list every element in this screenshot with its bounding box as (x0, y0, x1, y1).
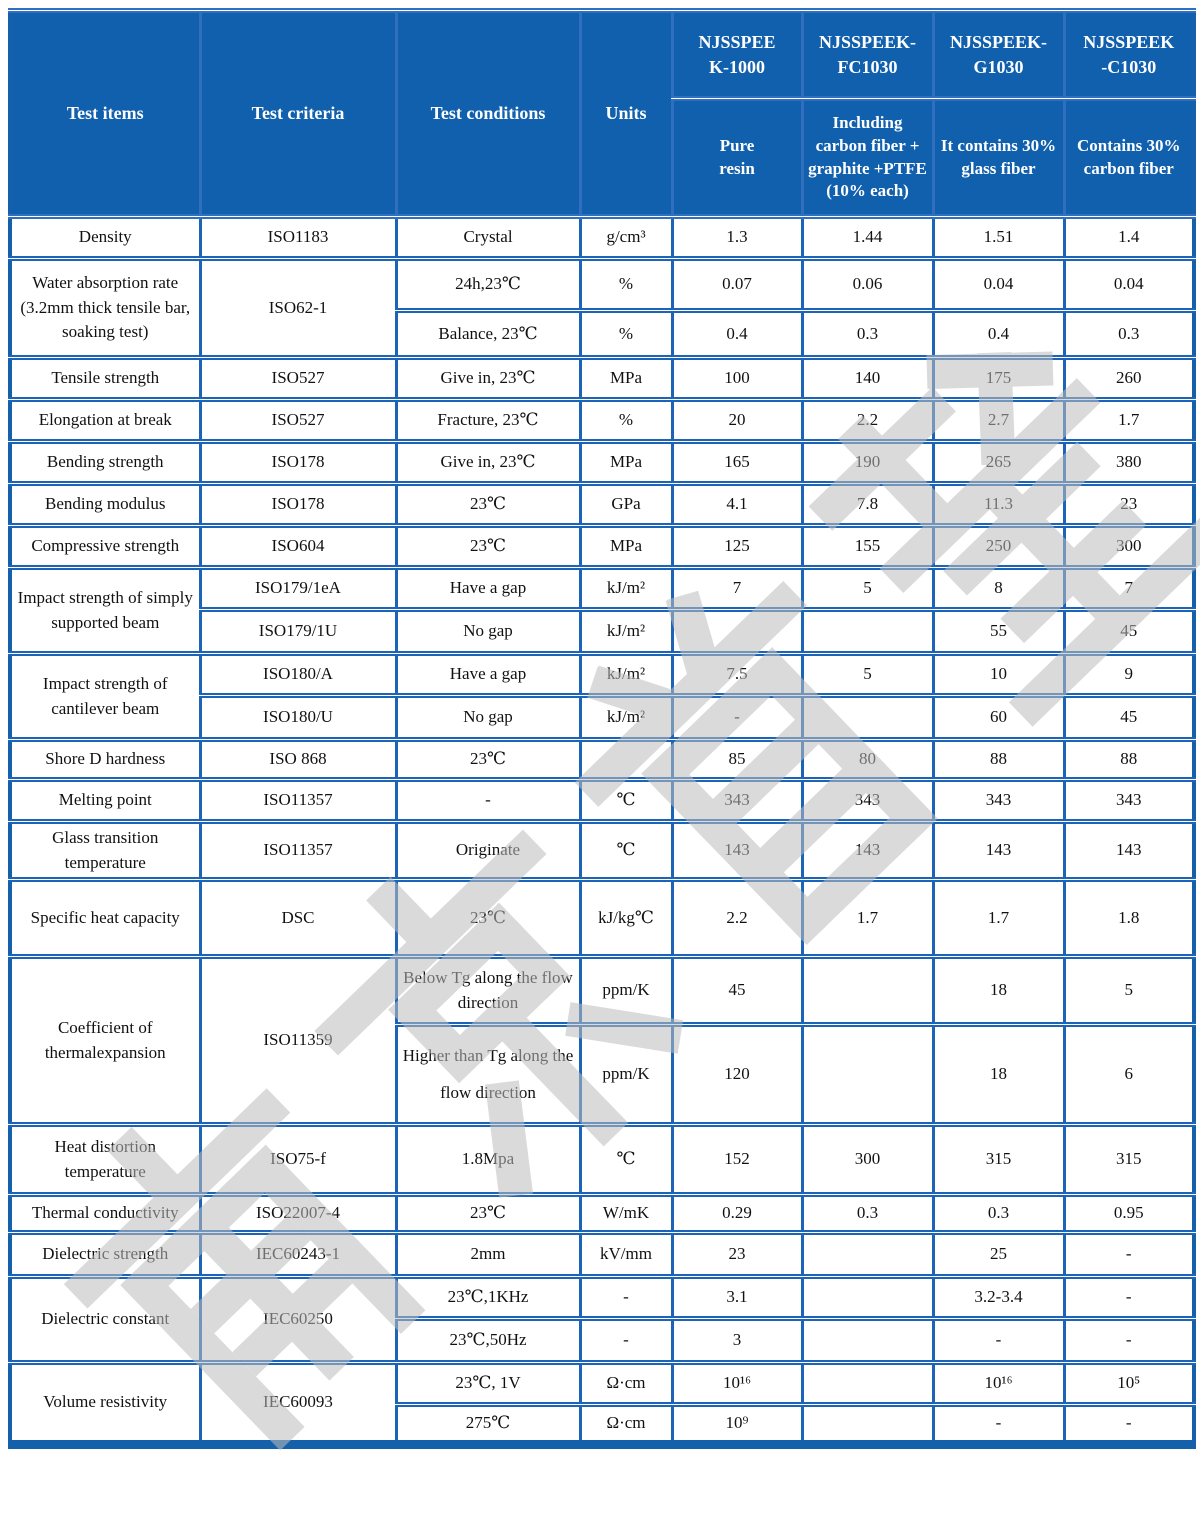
value-cell: 25 (933, 1233, 1064, 1277)
value-cell: 0.3 (802, 1195, 933, 1233)
value-cell: - (1064, 1277, 1194, 1319)
value-cell: 9 (1064, 654, 1194, 696)
condition-cell: 24h,23℃ (396, 259, 580, 311)
product-desc-g1030: It contains 30% glass fiber (933, 99, 1064, 217)
value-cell: 343 (933, 780, 1064, 822)
value-cell: 23 (672, 1233, 802, 1277)
value-cell: 3.1 (672, 1277, 802, 1319)
table-row (10, 654, 1194, 696)
unit-cell: MPa (580, 442, 672, 484)
datasheet (8, 8, 1192, 1449)
value-cell: - (933, 1319, 1064, 1363)
criteria-cell: ISO11357 (200, 822, 396, 880)
value-cell: 343 (672, 780, 802, 822)
column-header-test-conditions: Test conditions (396, 11, 580, 217)
condition-cell: 23℃,50Hz (396, 1319, 580, 1363)
condition-cell: Originate (396, 822, 580, 880)
condition-cell: 1.8Mpa (396, 1125, 580, 1195)
value-cell: 6 (1064, 1025, 1194, 1125)
properties-table (8, 8, 1196, 1449)
value-cell: 0.06 (802, 259, 933, 311)
product-name-njsspeek-c1030: NJSSPEEK -C1030 (1064, 11, 1194, 99)
unit-cell: GPa (580, 484, 672, 526)
condition-cell: 23℃ (396, 1195, 580, 1233)
item-cell: Impact strength of cantilever beam (10, 654, 200, 740)
item-cell: Volume resistivity (10, 1363, 200, 1445)
criteria-cell: ISO62-1 (200, 259, 396, 358)
value-cell: 45 (672, 957, 802, 1025)
table-row (10, 568, 1194, 610)
value-cell: 3.2-3.4 (933, 1277, 1064, 1319)
value-cell: 0.29 (672, 1195, 802, 1233)
value-cell: 343 (802, 780, 933, 822)
value-cell: 2.2 (672, 880, 802, 957)
condition-cell: 23℃ (396, 740, 580, 780)
product-name-njsspeek-1000: NJSSPEE K-1000 (672, 11, 802, 99)
condition-cell: Give in, 23℃ (396, 442, 580, 484)
unit-cell: % (580, 400, 672, 442)
table-row (10, 822, 1194, 880)
value-cell: 10⁹ (672, 1405, 802, 1445)
criteria-cell: ISO22007-4 (200, 1195, 396, 1233)
criteria-cell: ISO604 (200, 526, 396, 568)
criteria-cell: IEC60243-1 (200, 1233, 396, 1277)
value-cell: 260 (1064, 358, 1194, 400)
unit-cell: MPa (580, 526, 672, 568)
unit-cell: g/cm³ (580, 217, 672, 259)
criteria-cell: DSC (200, 880, 396, 957)
item-cell: Heat distortion temperature (10, 1125, 200, 1195)
value-cell: 120 (672, 1025, 802, 1125)
criteria-cell: ISO527 (200, 358, 396, 400)
condition-cell: 23℃, 1V (396, 1363, 580, 1405)
table-row (10, 880, 1194, 957)
value-cell (672, 610, 802, 654)
unit-cell: kJ/kg℃ (580, 880, 672, 957)
value-cell: 175 (933, 358, 1064, 400)
unit-cell: kV/mm (580, 1233, 672, 1277)
product-name-njsspeek-fc1030: NJSSPEEK- FC1030 (802, 11, 933, 99)
value-cell: 1.8 (1064, 880, 1194, 957)
value-cell: 155 (802, 526, 933, 568)
condition-cell: Below Tg along the flow direction (396, 957, 580, 1025)
value-cell (802, 1319, 933, 1363)
value-cell: 88 (1064, 740, 1194, 780)
value-cell: 0.95 (1064, 1195, 1194, 1233)
value-cell (802, 696, 933, 740)
value-cell: 7.8 (802, 484, 933, 526)
condition-cell: Crystal (396, 217, 580, 259)
criteria-cell: ISO75-f (200, 1125, 396, 1195)
item-cell: Glass transition temperature (10, 822, 200, 880)
condition-cell: 23℃ (396, 484, 580, 526)
condition-cell: Balance, 23℃ (396, 311, 580, 358)
value-cell: 1.4 (1064, 217, 1194, 259)
product-desc-c1030: Contains 30% carbon fiber (1064, 99, 1194, 217)
value-cell: 18 (933, 957, 1064, 1025)
value-cell: 0.04 (933, 259, 1064, 311)
item-cell: Elongation at break (10, 400, 200, 442)
value-cell: 10 (933, 654, 1064, 696)
value-cell: 5 (802, 568, 933, 610)
item-cell: Bending modulus (10, 484, 200, 526)
value-cell: 0.3 (802, 311, 933, 358)
condition-cell: No gap (396, 610, 580, 654)
item-cell: Specific heat capacity (10, 880, 200, 957)
value-cell: 1.7 (933, 880, 1064, 957)
value-cell: 0.07 (672, 259, 802, 311)
unit-cell: ℃ (580, 822, 672, 880)
item-cell: Impact strength of simply supported beam (10, 568, 200, 654)
value-cell: 2.2 (802, 400, 933, 442)
value-cell: 300 (802, 1125, 933, 1195)
table-row (10, 400, 1194, 442)
value-cell: 3 (672, 1319, 802, 1363)
unit-cell: MPa (580, 358, 672, 400)
table-row (10, 484, 1194, 526)
column-header-units: Units (580, 11, 672, 217)
condition-cell: - (396, 780, 580, 822)
value-cell (802, 1363, 933, 1405)
value-cell: - (672, 696, 802, 740)
value-cell: - (1064, 1405, 1194, 1445)
value-cell: 5 (802, 654, 933, 696)
value-cell (802, 610, 933, 654)
criteria-cell: ISO179/1U (200, 610, 396, 654)
value-cell: 315 (1064, 1125, 1194, 1195)
value-cell: 300 (1064, 526, 1194, 568)
unit-cell: kJ/m² (580, 610, 672, 654)
value-cell (802, 1277, 933, 1319)
table-row (10, 740, 1194, 780)
value-cell: 165 (672, 442, 802, 484)
unit-cell: % (580, 311, 672, 358)
value-cell: 7 (672, 568, 802, 610)
condition-cell: 275℃ (396, 1405, 580, 1445)
value-cell: 100 (672, 358, 802, 400)
unit-cell: Ω·cm (580, 1405, 672, 1445)
value-cell: 2.7 (933, 400, 1064, 442)
value-cell: 80 (802, 740, 933, 780)
value-cell: 7.5 (672, 654, 802, 696)
value-cell: 10⁵ (1064, 1363, 1194, 1405)
value-cell: 45 (1064, 696, 1194, 740)
value-cell: 143 (672, 822, 802, 880)
value-cell: 0.4 (933, 311, 1064, 358)
unit-cell: W/mK (580, 1195, 672, 1233)
value-cell: 23 (1064, 484, 1194, 526)
criteria-cell: ISO 868 (200, 740, 396, 780)
condition-cell: Have a gap (396, 568, 580, 610)
condition-cell: 23℃ (396, 880, 580, 957)
value-cell: 0.3 (1064, 311, 1194, 358)
item-cell: Compressive strength (10, 526, 200, 568)
unit-cell: ppm/K (580, 957, 672, 1025)
value-cell: 85 (672, 740, 802, 780)
value-cell: 1.44 (802, 217, 933, 259)
unit-cell: ppm/K (580, 1025, 672, 1125)
value-cell: - (933, 1405, 1064, 1445)
value-cell: 20 (672, 400, 802, 442)
value-cell: 265 (933, 442, 1064, 484)
value-cell: 18 (933, 1025, 1064, 1125)
value-cell (802, 957, 933, 1025)
item-cell: Water absorption rate (3.2mm thick tensile bar, soaking test) (10, 259, 200, 358)
item-cell: Thermal conductivity (10, 1195, 200, 1233)
condition-cell: Fracture, 23℃ (396, 400, 580, 442)
condition-cell: Higher than Tg along the flow direction (396, 1025, 580, 1125)
product-name-njsspeek-g1030: NJSSPEEK- G1030 (933, 11, 1064, 99)
value-cell: 0.3 (933, 1195, 1064, 1233)
value-cell: 45 (1064, 610, 1194, 654)
value-cell: 143 (1064, 822, 1194, 880)
value-cell: 1.7 (1064, 400, 1194, 442)
table-row (10, 1233, 1194, 1277)
value-cell: 8 (933, 568, 1064, 610)
header-row-product-names (10, 11, 1194, 99)
criteria-cell: IEC60250 (200, 1277, 396, 1363)
value-cell: 11.3 (933, 484, 1064, 526)
item-cell: Bending strength (10, 442, 200, 484)
condition-cell: Give in, 23℃ (396, 358, 580, 400)
criteria-cell: ISO178 (200, 484, 396, 526)
value-cell: - (1064, 1319, 1194, 1363)
value-cell: 250 (933, 526, 1064, 568)
value-cell: 125 (672, 526, 802, 568)
condition-cell: 23℃ (396, 526, 580, 568)
value-cell: 343 (1064, 780, 1194, 822)
condition-cell: 23℃,1KHz (396, 1277, 580, 1319)
unit-cell (580, 740, 672, 780)
criteria-cell: ISO180/A (200, 654, 396, 696)
condition-cell: Have a gap (396, 654, 580, 696)
condition-cell: 2mm (396, 1233, 580, 1277)
value-cell (802, 1233, 933, 1277)
table-row (10, 957, 1194, 1025)
criteria-cell: ISO178 (200, 442, 396, 484)
column-header-test-criteria: Test criteria (200, 11, 396, 217)
table-row (10, 1195, 1194, 1233)
table-row (10, 780, 1194, 822)
value-cell: 88 (933, 740, 1064, 780)
table-row (10, 358, 1194, 400)
unit-cell: - (580, 1319, 672, 1363)
value-cell: 55 (933, 610, 1064, 654)
value-cell: 5 (1064, 957, 1194, 1025)
unit-cell: Ω·cm (580, 1363, 672, 1405)
value-cell: 10¹⁶ (933, 1363, 1064, 1405)
unit-cell: kJ/m² (580, 568, 672, 610)
table-body (10, 217, 1194, 1445)
table-row (10, 259, 1194, 311)
value-cell: 4.1 (672, 484, 802, 526)
unit-cell: % (580, 259, 672, 311)
criteria-cell: ISO527 (200, 400, 396, 442)
item-cell: Tensile strength (10, 358, 200, 400)
value-cell: 380 (1064, 442, 1194, 484)
value-cell (802, 1405, 933, 1445)
unit-cell: - (580, 1277, 672, 1319)
criteria-cell: ISO11357 (200, 780, 396, 822)
item-cell: Dielectric strength (10, 1233, 200, 1277)
item-cell: Dielectric constant (10, 1277, 200, 1363)
value-cell: 60 (933, 696, 1064, 740)
value-cell: 152 (672, 1125, 802, 1195)
value-cell: 0.04 (1064, 259, 1194, 311)
table-header (10, 11, 1194, 217)
value-cell: 1.51 (933, 217, 1064, 259)
product-desc-fc1030: Including carbon fiber + graphite +PTFE (10% each) (802, 99, 933, 217)
value-cell: 0.4 (672, 311, 802, 358)
column-header-test-items: Test items (10, 11, 200, 217)
value-cell: 10¹⁶ (672, 1363, 802, 1405)
value-cell: 1.7 (802, 880, 933, 957)
item-cell: Coefficient of thermalexpansion (10, 957, 200, 1125)
condition-cell: No gap (396, 696, 580, 740)
table-row (10, 442, 1194, 484)
criteria-cell: ISO11359 (200, 957, 396, 1125)
value-cell: 143 (933, 822, 1064, 880)
value-cell: 7 (1064, 568, 1194, 610)
value-cell: 190 (802, 442, 933, 484)
unit-cell: ℃ (580, 780, 672, 822)
item-cell: Density (10, 217, 200, 259)
unit-cell: ℃ (580, 1125, 672, 1195)
product-desc-pure-resin: Pure resin (672, 99, 802, 217)
item-cell: Melting point (10, 780, 200, 822)
table-row (10, 526, 1194, 568)
criteria-cell: ISO1183 (200, 217, 396, 259)
value-cell (802, 1025, 933, 1125)
criteria-cell: ISO179/1eA (200, 568, 396, 610)
value-cell: 1.3 (672, 217, 802, 259)
item-cell: Shore D hardness (10, 740, 200, 780)
table-row (10, 1125, 1194, 1195)
table-row (10, 1277, 1194, 1319)
value-cell: 315 (933, 1125, 1064, 1195)
value-cell: 140 (802, 358, 933, 400)
criteria-cell: ISO180/U (200, 696, 396, 740)
criteria-cell: IEC60093 (200, 1363, 396, 1445)
table-row (10, 217, 1194, 259)
unit-cell: kJ/m² (580, 654, 672, 696)
table-row (10, 1363, 1194, 1405)
value-cell: - (1064, 1233, 1194, 1277)
value-cell: 143 (802, 822, 933, 880)
unit-cell: kJ/m² (580, 696, 672, 740)
